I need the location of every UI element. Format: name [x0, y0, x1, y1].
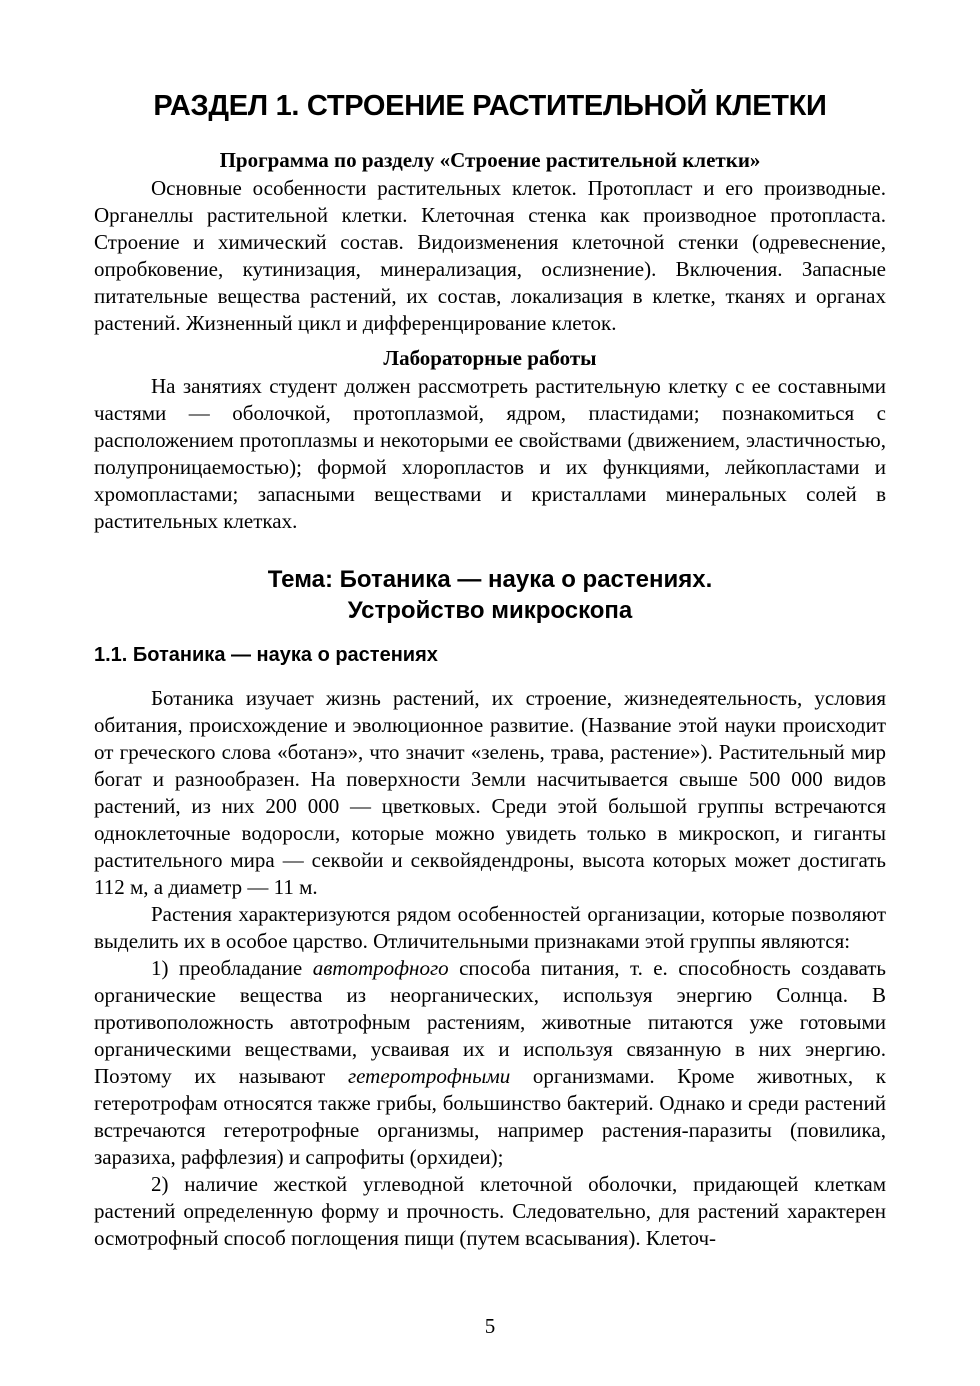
lab-heading: Лабораторные работы	[383, 346, 597, 370]
topic-title-line-1: Тема: Ботаника — наука о растениях.	[267, 566, 713, 593]
program-heading: Программа по разделу «Строение растительной клетки»	[219, 148, 761, 172]
botany-paragraph-2: Растения характеризуются рядом особенностей организации, которые позволяют выделить их в особое царство. Отличительными признаками этой группы являются:	[94, 902, 886, 953]
list-item-2: 2) наличие жесткой углеводной клеточной оболочки, придающей клеткам растений определенную форму и прочность. Следовательно, для растений характерен осмотрофный способ поглощения пищи (путем всасывания). Клеточ-	[94, 1172, 886, 1250]
list-item-1-part-2: способа питания, т. е. способность создавать органические вещества из неорганических, используя энергию Солнца. В противоположность автотрофным растениям, животные питаются уже готовыми органическими веществами, усваивая их и используя связанную в них энергию. Поэтому их называют	[94, 956, 887, 1088]
list-item-1-part-3: организмами. Кроме животных, к гетеротрофам относятся также грибы, большинство бактерий. Однако и среди растений встречаются гетеротрофные организмы, например растения-паразиты (повилика, заразиха, раффлезия) и сапрофиты (орхидеи);	[94, 1064, 886, 1169]
topic-title	[94, 564, 886, 626]
page-number: 5	[484, 1314, 496, 1338]
page-content	[94, 90, 886, 1252]
subsection-title: 1.1. Ботаника — наука о растениях	[94, 644, 438, 666]
list-item-1-part-1: 1) преобладание	[151, 956, 313, 980]
program-paragraph: Основные особенности растительных клеток. Протопласт и его производные. Органеллы растительной клетки. Клеточная стенка как производное протопласта. Строение и химический состав. Видоизменения клеточной стенки (одревеснение, опробковение, кутинизация, минерализация, ослизнение). Включения. Запасные питательные вещества растений, их состав, локализация в клетке, тканях и органах растений. Жизненный цикл и дифференцирование клеток.	[94, 176, 886, 335]
term-heterotrophic: гетеротрофными	[347, 1064, 511, 1088]
list-item-1	[94, 955, 886, 1171]
term-autotrophic: автотрофного	[312, 956, 449, 980]
topic-title-line-2: Устройство микроскопа	[347, 597, 633, 624]
section-title: РАЗДЕЛ 1. СТРОЕНИЕ РАСТИТЕЛЬНОЙ КЛЕТКИ	[153, 90, 827, 122]
botany-paragraph-1: Ботаника изучает жизнь растений, их строение, жизнедеятельность, условия обитания, происхождение и эволюционное развитие. (Название этой науки происходит от греческого слова «ботанэ», что значит «зелень, трава, растение»). Растительный мир богат и разнообразен. На поверхности Земли насчитывается свыше 500 000 видов растений, из них 200 000 — цветковых. Среди этой большой группы встречаются одноклеточные водоросли, которые можно увидеть только в микроскоп, и гиганты растительного мира — секвойи и секвойядендроны, высота которых может достигать 112 м, а диаметр — 11 м.	[94, 686, 886, 899]
lab-paragraph: На занятиях студент должен рассмотреть растительную клетку с ее составными частями — оболочкой, протоплазмой, ядром, пластидами; познакомиться с расположением протоплазмы и некоторыми ее свойствами (движением, эластичностью, полупроницаемостью); формой хлоропластов и их функциями, лейкопластами и хромопластами; запасными веществами и кристаллами минеральных солей в растительных клетках.	[94, 374, 886, 533]
